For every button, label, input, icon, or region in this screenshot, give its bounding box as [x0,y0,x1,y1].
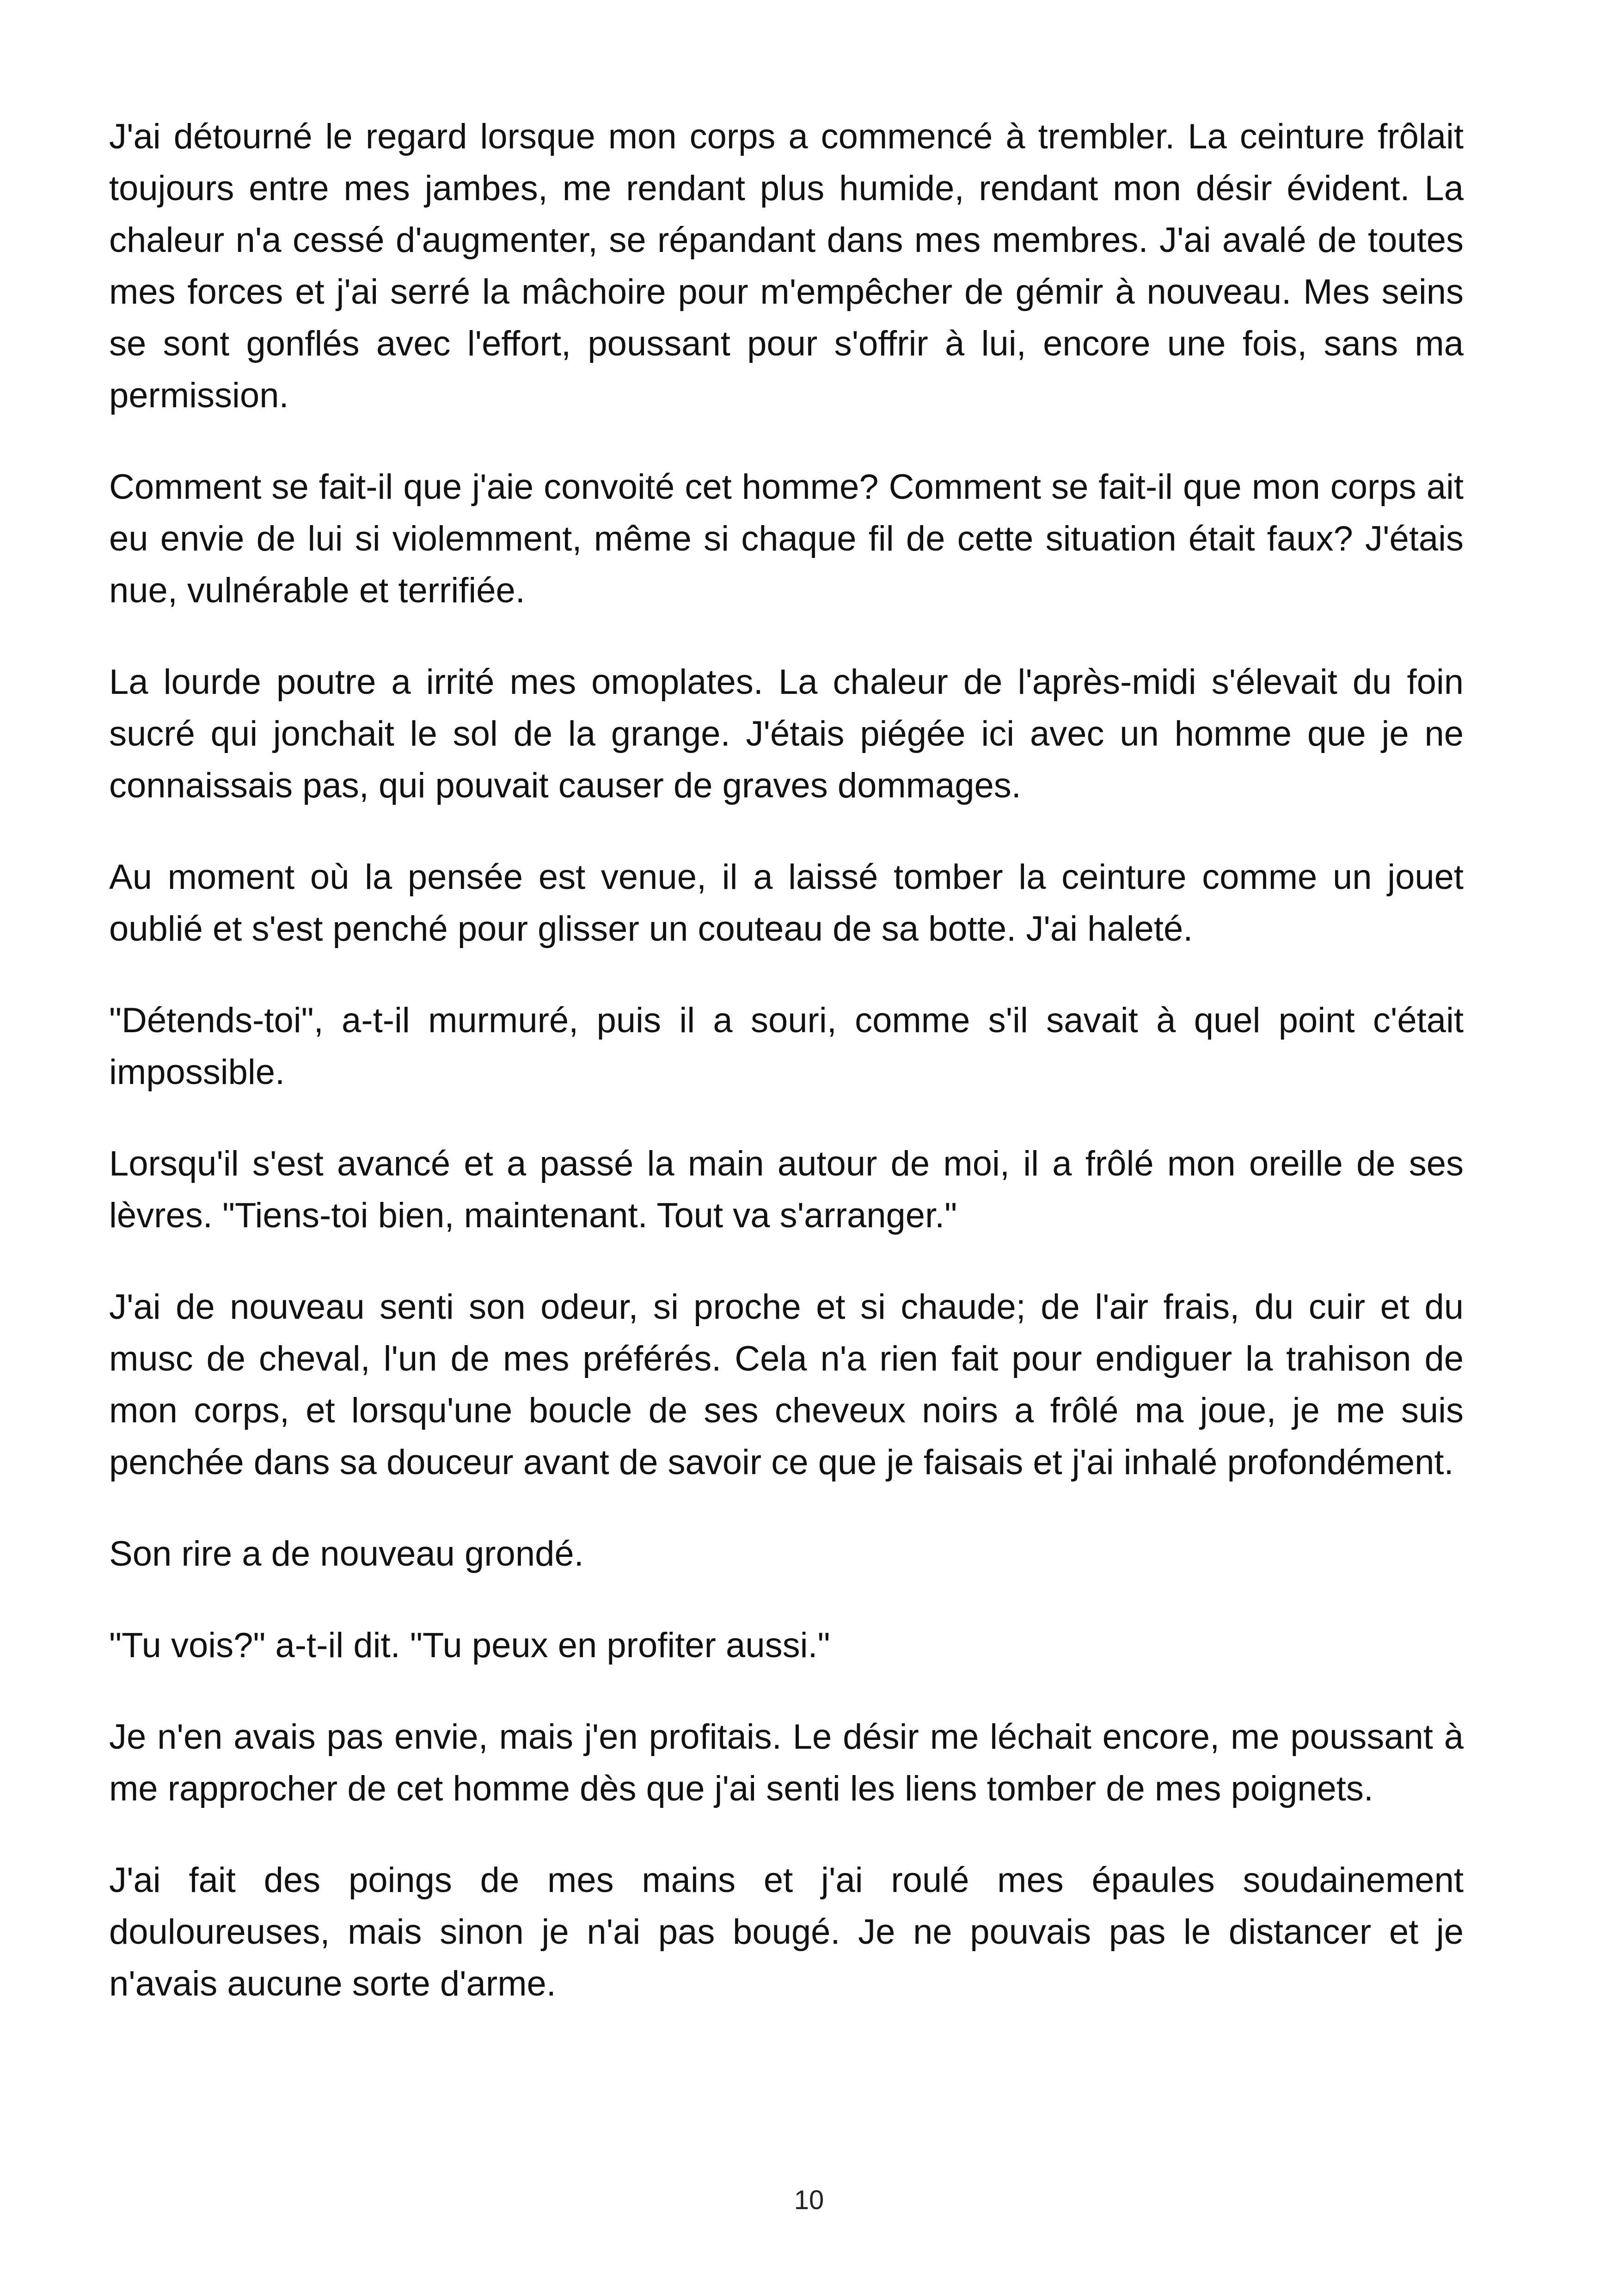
paragraph-10: Je n'en avais pas envie, mais j'en profitais. Le désir me léchait encore, me poussant à me rapprocher de cet homme dès que j'ai senti les liens tomber de mes poignets. [109,1717,1464,1808]
page-number: 10 [794,2185,824,2215]
body-text [109,111,1464,2050]
paragraph-7: J'ai de nouveau senti son odeur, si proche et si chaude; de l'air frais, du cuir et du musc de cheval, l'un de mes préférés. Cela n'a rien fait pour endiguer la trahison de mon corps, et lorsqu'une boucle de ses cheveux noirs a frôlé ma joue, je me suis penchée dans sa douceur avant de savoir ce que je faisais et j'ai inhalé profondément. [109,1287,1464,1482]
paragraph-9: "Tu vois?" a-t-il dit. "Tu peux en profiter aussi." [109,1626,830,1665]
paragraph-4: Au moment où la pensée est venue, il a laissé tomber la ceinture comme un jouet oublié et s'est penché pour glisser un couteau de sa botte. J'ai haleté. [109,857,1464,949]
paragraph-11: J'ai fait des poings de mes mains et j'ai roulé mes épaules soudainement douloureuses, mais sinon je n'ai pas bougé. Je ne pouvais pas le distancer et je n'avais aucune sorte d'arme. [109,1861,1464,2003]
paragraph-3: La lourde poutre a irrité mes omoplates. La chaleur de l'après-midi s'élevait du foin sucré qui jonchait le sol de la grange. J'étais piégée ici avec un homme que je ne connaissais pas, qui pouvait causer de graves dommages. [109,662,1464,805]
paragraph-8: Son rire a de nouveau grondé. [109,1534,584,1574]
paragraph-6: Lorsqu'il s'est avancé et a passé la main autour de moi, il a frôlé mon oreille de ses lèvres. "Tiens-toi bien, maintenant. Tout va s'arranger." [109,1144,1464,1235]
paragraph-1: J'ai détourné le regard lorsque mon corps a commencé à trembler. La ceinture frôlait toujours entre mes jambes, me rendant plus humide, rendant mon désir évident. La chaleur n'a cessé d'augmenter, se répandant dans mes membres. J'ai avalé de toutes mes forces et j'ai serré la mâchoire pour m'empêcher de gémir à nouveau. Mes seins se sont gonflés avec l'effort, poussant pour s'offrir à lui, encore une fois, sans ma permission. [109,117,1464,415]
paragraph-2: Comment se fait-il que j'aie convoité cet homme? Comment se fait-il que mon corps ait eu envie de lui si violemment, même si chaque fil de cette situation était faux? J'étais nue, vulnérable et terrifiée. [109,467,1464,610]
paragraph-5: "Détends-toi", a-t-il murmuré, puis il a souri, comme s'il savait à quel point c'était impossible. [109,1001,1464,1092]
